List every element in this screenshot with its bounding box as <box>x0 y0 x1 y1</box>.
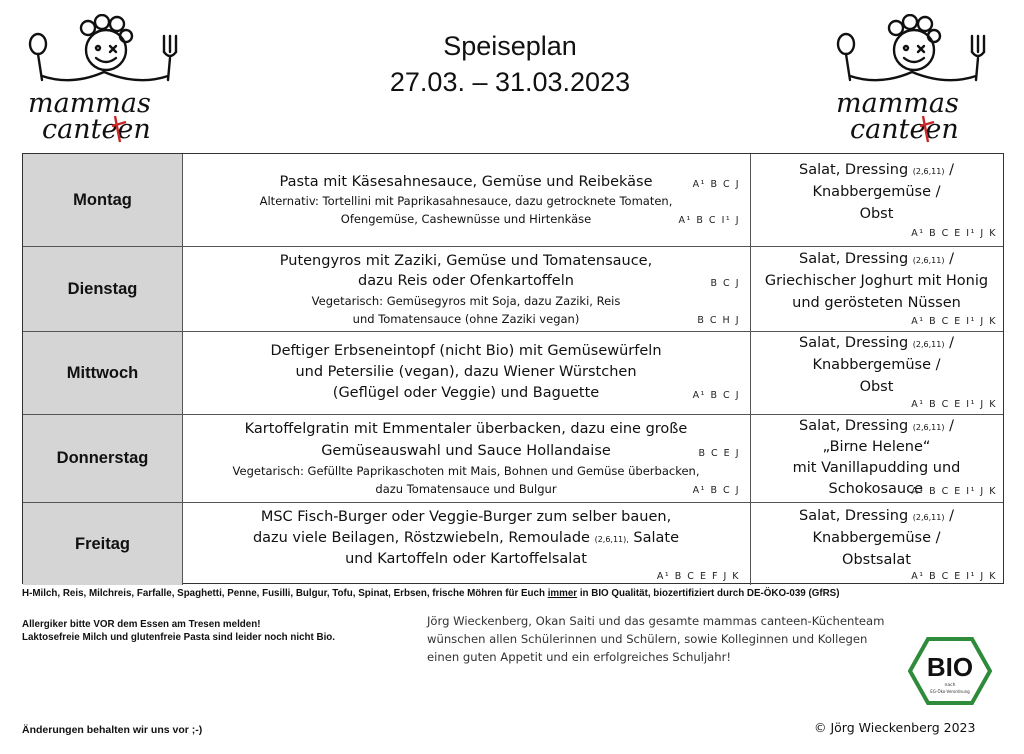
allergen-code: A¹ B C J <box>692 179 740 190</box>
allergen-code: B C H J <box>697 315 740 326</box>
main-dish-cell <box>182 503 751 585</box>
main-dish-cell <box>182 154 751 246</box>
greeting-line: Jörg Wieckenberg, Okan Saiti und das gesamte mammas canteen-Küchenteam <box>427 614 885 628</box>
logo-text-canteen: canteen <box>42 114 151 145</box>
side-line: Griechischer Joghurt mit Honig <box>764 273 989 289</box>
side-line: Knabbergemüse / <box>812 530 941 546</box>
copyright: © Jörg Wieckenberg 2023 <box>814 720 976 735</box>
side-line: Salat, Dressing (2,6,11) / <box>799 162 954 178</box>
main-dish-cell <box>182 332 751 414</box>
logo-text-mammas: mammas <box>28 88 151 119</box>
allergen-code: A¹ B C E F J K <box>656 571 740 582</box>
allergen-code: B C J <box>710 278 740 289</box>
side-line: Obstsalat <box>842 552 911 568</box>
table-row <box>23 154 1003 246</box>
table-row <box>23 502 1003 585</box>
side-line: mit Vanillapudding und <box>792 460 961 476</box>
bio-ingredients-note: H-Milch, Reis, Milchreis, Farfalle, Spaghetti, Penne, Fusilli, Bulgur, Tofu, Spinat, Erbsen, frische Möhren für Euch immer in BIO Qualität, biozertifiziert durch DE-ÖKO-039 (GfRS) <box>22 588 840 599</box>
side-line: Obst <box>859 206 894 222</box>
allergen-code: A¹ B C E I¹ J K <box>911 316 997 327</box>
side-line: Knabbergemüse / <box>812 357 941 373</box>
changes-note: Änderungen behalten wir uns vor ;-) <box>22 724 203 736</box>
logo-text-canteen: canteen <box>850 114 959 145</box>
day-label: Montag <box>23 154 183 246</box>
allergen-code: A¹ B C E I¹ J K <box>911 228 997 239</box>
table-row <box>23 414 1003 502</box>
bio-seal-small-1: nach <box>944 683 956 688</box>
side-line: Salat, Dressing (2,6,11) / <box>799 418 954 434</box>
dish-line: Putengyros mit Zaziki, Gemüse und Tomatensauce, <box>279 253 653 269</box>
dish-line: und Petersilie (vegan), dazu Wiener Würstchen <box>295 364 637 380</box>
dish-line: Kartoffelgratin mit Emmentaler überbacken, dazu eine große <box>244 421 688 437</box>
allergen-code: A¹ B C J <box>692 485 740 496</box>
side-dish-cell <box>750 503 1003 585</box>
dish-line: dazu viele Beilagen, Röstzwiebeln, Remoulade (2,6,11), Salate <box>252 530 680 546</box>
table-row <box>23 246 1003 331</box>
bio-seal-label: BIO <box>926 652 974 682</box>
dish-line: und Tomatensauce (ohne Zaziki vegan) <box>352 312 580 326</box>
side-dish-cell <box>750 247 1003 331</box>
allergen-code: A¹ B C I¹ J <box>678 215 740 226</box>
bio-seal-small-2: EG-Öko-Verordnung <box>930 689 970 694</box>
dish-line: Ofengemüse, Cashewnüsse und Hirtenkäse <box>340 212 592 226</box>
greeting-line: einen guten Appetit und ein erfolgreiches Schuljahr! <box>427 650 732 664</box>
mammas-canteen-logo-right <box>830 14 995 146</box>
allergen-code: A¹ B C E I¹ J K <box>911 399 997 410</box>
main-dish-cell <box>182 415 751 502</box>
dish-line: und Kartoffeln oder Kartoffelsalat <box>345 551 587 567</box>
dish-line: dazu Reis oder Ofenkartoffeln <box>358 273 574 289</box>
side-line: Obst <box>859 379 894 395</box>
main-dish-cell <box>182 247 751 331</box>
allergen-code: A¹ B C E I¹ J K <box>911 486 997 497</box>
side-dish-cell <box>750 154 1003 246</box>
date-range: 27.03. – 31.03.2023 <box>389 67 631 97</box>
title-text: Speiseplan <box>443 31 577 61</box>
greeting-line: wünschen allen Schülerinnen und Schülern, sowie Kolleginnen und Kollegen <box>427 632 868 646</box>
mammas-canteen-logo-left <box>22 14 187 146</box>
dish-line: Vegetarisch: Gefüllte Paprikaschoten mit Mais, Bohnen und Gemüse überbacken, <box>232 464 700 478</box>
allergy-note: Allergiker bitte VOR dem Essen am Tresen melden! <box>22 619 261 630</box>
dish-line: Deftiger Erbseneintopf (nicht Bio) mit Gemüsewürfeln <box>270 343 662 359</box>
allergen-code: A¹ B C E I¹ J K <box>911 571 997 582</box>
day-label: Dienstag <box>23 247 183 331</box>
side-line: Knabbergemüse / <box>812 184 941 200</box>
side-line: Salat, Dressing (2,6,11) / <box>799 335 954 351</box>
allergen-code: A¹ B C J <box>692 390 740 401</box>
side-line: „Birne Helene“ <box>822 439 931 455</box>
dish-line: Pasta mit Käsesahnesauce, Gemüse und Reibekäse <box>279 174 653 190</box>
side-line: Salat, Dressing (2,6,11) / <box>799 251 954 267</box>
lactose-note: Laktosefreie Milch und glutenfreie Pasta sind leider noch nicht Bio. <box>22 632 336 643</box>
side-dish-cell <box>750 415 1003 502</box>
side-dish-cell <box>750 332 1003 414</box>
day-label: Donnerstag <box>23 415 183 502</box>
side-line: Salat, Dressing (2,6,11) / <box>799 508 954 524</box>
dish-line: MSC Fisch-Burger oder Veggie-Burger zum selber bauen, <box>260 509 672 525</box>
day-label: Mittwoch <box>23 332 183 414</box>
page-title <box>330 28 690 100</box>
dish-line: Alternativ: Tortellini mit Paprikasahnesauce, dazu getrocknete Tomaten, <box>259 194 673 208</box>
bio-seal-icon <box>908 636 992 706</box>
table-row <box>23 331 1003 414</box>
side-line: Schokosauce <box>828 481 923 497</box>
allergen-code: B C E J <box>698 448 740 459</box>
menu-table <box>22 153 1004 584</box>
dish-line: Gemüseauswahl und Sauce Hollandaise <box>321 443 611 459</box>
logo-text-mammas: mammas <box>836 88 959 119</box>
dish-line: dazu Tomatensauce und Bulgur <box>375 482 557 496</box>
dish-line: Vegetarisch: Gemüsegyros mit Soja, dazu Zaziki, Reis <box>311 294 621 308</box>
side-line: und gerösteten Nüssen <box>792 295 961 311</box>
day-label: Freitag <box>23 503 183 585</box>
dish-line: (Geflügel oder Veggie) und Baguette <box>332 385 600 401</box>
